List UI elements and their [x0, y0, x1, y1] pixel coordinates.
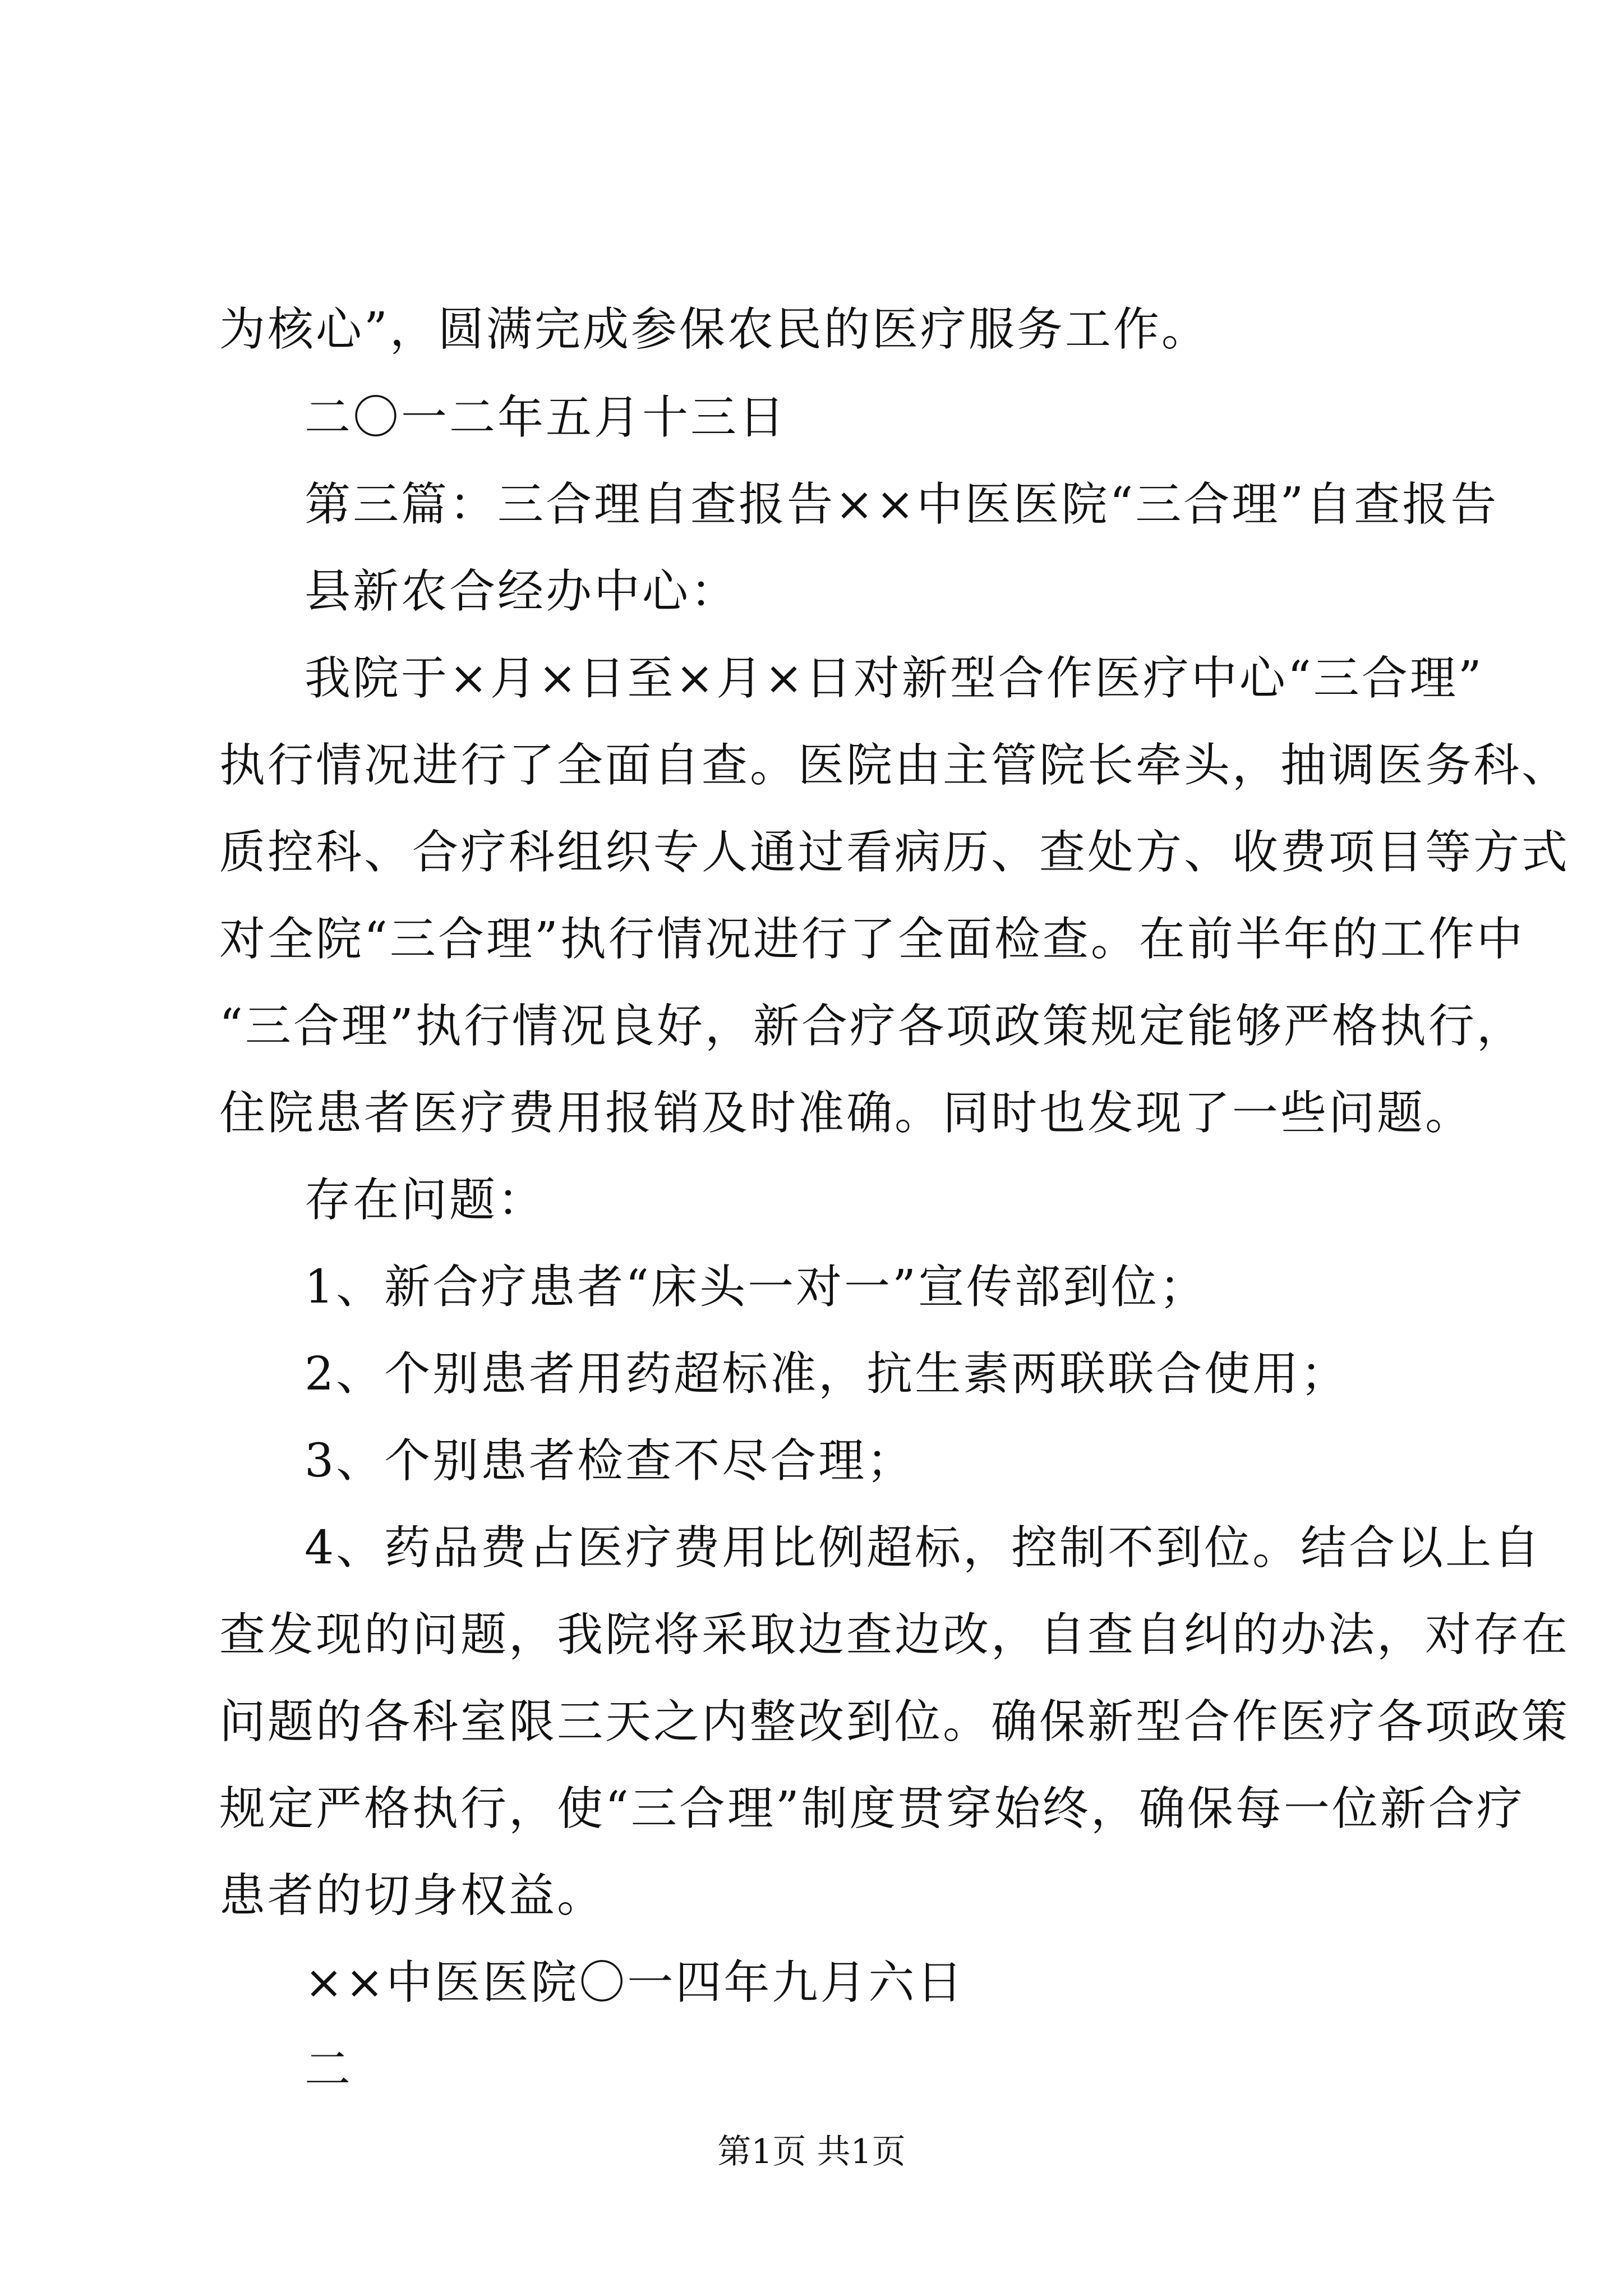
issue-item: 4、药品费占医疗费用比例超标，控制不到位。结合以上自 — [305, 1521, 1542, 1575]
section-heading: 第三篇：三合理自查报告××中医医院“三合理”自查报告 — [305, 478, 1499, 531]
paragraph-line: 执行情况进行了全面自查。医院由主管院长牵头，抽调医务科、 — [219, 739, 1570, 792]
issue-item: 1、新合疗患者“床头一对一”宣传部到位； — [305, 1260, 1208, 1314]
paragraph-line: 我院于×月×日至×月×日对新型合作医疗中心“三合理” — [305, 652, 1484, 705]
addressee-line: 县新农合经办中心： — [305, 565, 739, 618]
paragraph-line: 住院患者医疗费用报销及时准确。同时也发现了一些问题。 — [219, 1087, 1474, 1140]
paragraph-line: 规定严格执行，使“三合理”制度贯穿始终，确保每一位新合疗 — [219, 1782, 1525, 1835]
paragraph-line: 查发现的问题，我院将采取边查边改，自查自纠的办法，对存在 — [219, 1608, 1570, 1662]
page-number: 第1页 共1页 — [717, 2132, 906, 2171]
paragraph-line: 患者的切身权益。 — [219, 1869, 606, 1922]
paragraph-line: “三合理”执行情况良好，新合疗各项政策规定能够严格执行， — [219, 1000, 1525, 1053]
issues-heading: 存在问题： — [305, 1174, 546, 1227]
date-line: 二〇一二年五月十三日 — [305, 391, 787, 444]
signature-line: ××中医医院〇一四年九月六日 — [305, 1956, 965, 2009]
issue-item: 3、个别患者检查不尽合理； — [305, 1434, 915, 1488]
text-line: 为核心”，圆满完成参保农民的医疗服务工作。 — [219, 303, 1210, 356]
issue-item: 2、个别患者用药超标准，抗生素两联联合使用； — [305, 1347, 1349, 1401]
trailing-text: 二 — [305, 2043, 353, 2096]
paragraph-line: 质控科、合疗科组织专人通过看病历、查处方、收费项目等方式 — [219, 826, 1570, 879]
paragraph-line: 对全院“三合理”执行情况进行了全面检查。在前半年的工作中 — [219, 913, 1525, 966]
paragraph-line: 问题的各科室限三天之内整改到位。确保新型合作医疗各项政策 — [219, 1695, 1570, 1749]
